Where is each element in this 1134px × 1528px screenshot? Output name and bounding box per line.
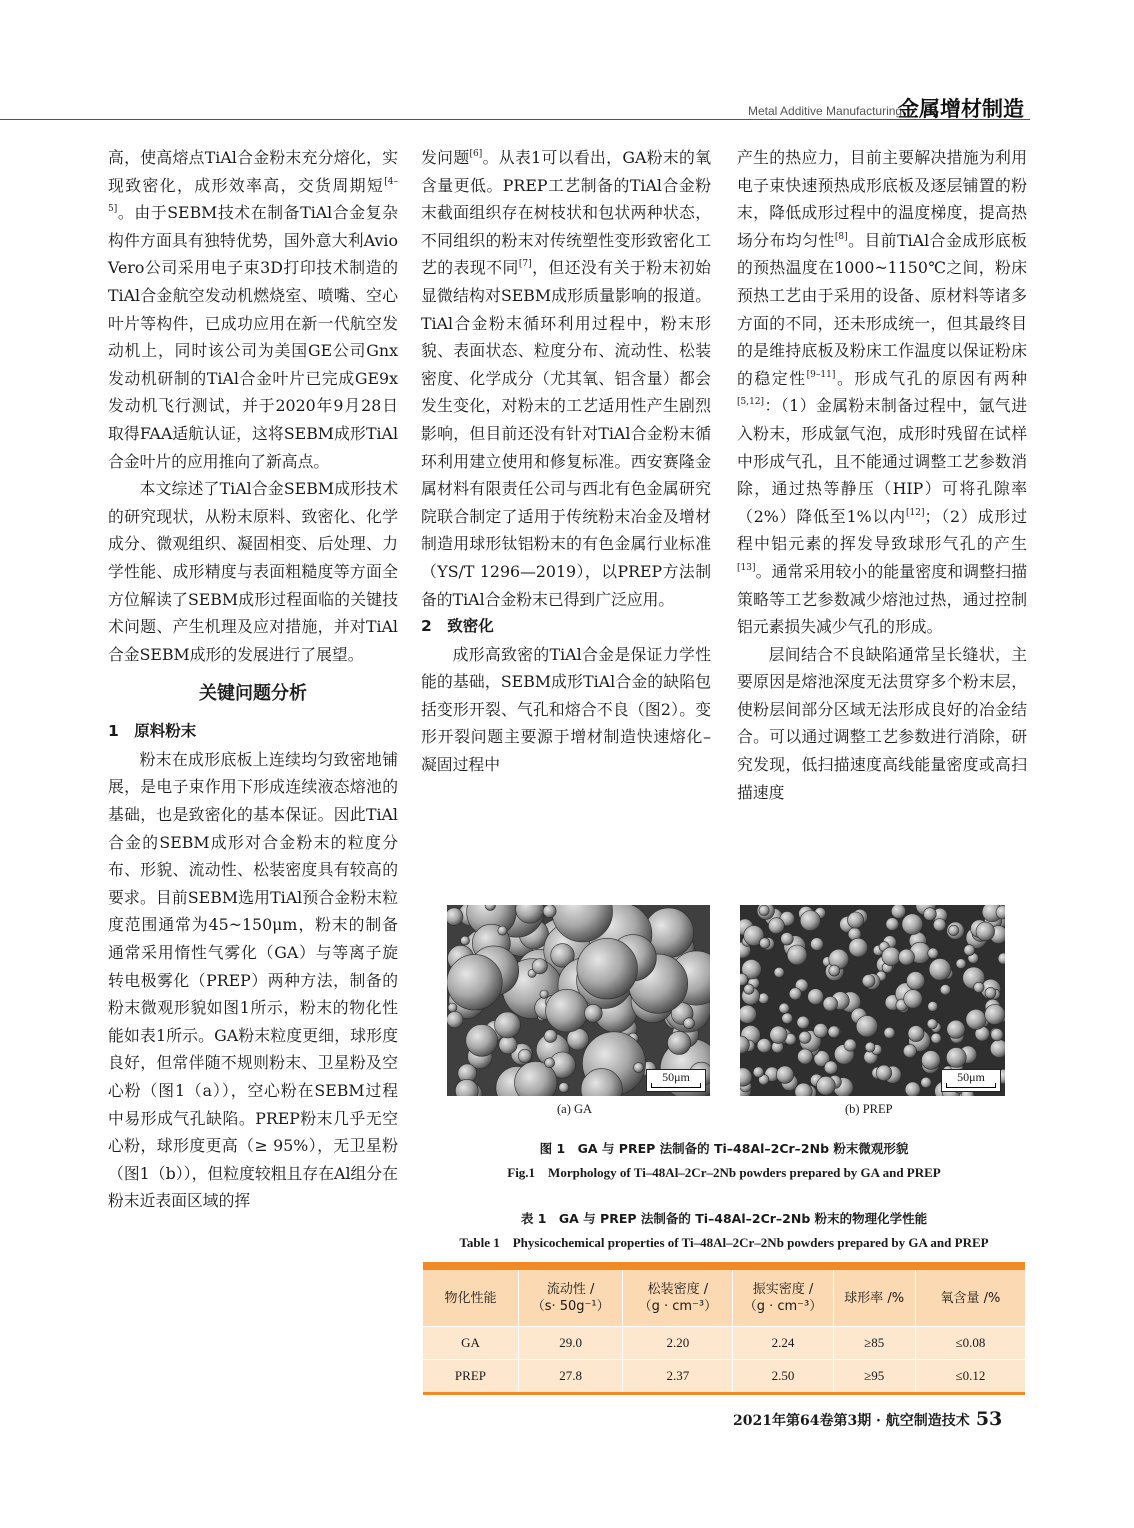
micrograph-ga	[447, 905, 710, 1096]
powder-particle	[808, 989, 824, 1005]
header-rule	[0, 119, 1030, 120]
table-cell: 2.50	[733, 1360, 833, 1393]
paragraph	[108, 144, 398, 475]
powder-particle	[634, 1063, 644, 1073]
powder-particle	[684, 1018, 695, 1029]
powder-particle	[668, 1031, 691, 1054]
citation: [9–11]	[806, 369, 836, 380]
powder-particle	[931, 1033, 941, 1043]
powder-particle	[876, 1065, 892, 1081]
scale-bar-line	[946, 1083, 996, 1088]
text: 。通常采用较小的能量密度和调整扫描策略等工艺参数减少熔池过热，通过控制铝元素损失减少气孔的形成。	[737, 561, 1027, 637]
powder-particle	[974, 982, 984, 992]
powder-particle	[447, 908, 463, 926]
powder-particle	[956, 959, 966, 969]
running-header-en: Metal Additive Manufacturing	[748, 104, 903, 118]
powder-particle	[817, 1076, 836, 1095]
table-cell: 27.8	[518, 1360, 622, 1393]
table-cell: ≥85	[833, 1327, 915, 1360]
powder-particle	[545, 1058, 555, 1068]
powder-particle	[797, 1016, 809, 1028]
figure-caption-en: Fig.1 Morphology of Ti–48Al–2Cr–2Nb powders prepared by GA and PREP	[507, 1165, 941, 1180]
powder-particle	[884, 1027, 895, 1038]
powder-particle	[865, 1042, 875, 1052]
powder-particle	[540, 990, 548, 998]
powder-particle	[966, 1009, 986, 1029]
powder-particle	[922, 1051, 941, 1070]
powder-particle	[466, 1025, 498, 1057]
subsection-heading: 1 原料粉末	[108, 722, 197, 741]
micrograph-prep	[740, 905, 1005, 1096]
table-row	[423, 1360, 1026, 1393]
powder-particle	[753, 1067, 764, 1078]
powder-particle	[799, 1031, 811, 1043]
powder-particle	[904, 990, 923, 1009]
text-column-2	[421, 144, 711, 779]
powder-particle	[546, 989, 589, 1032]
powder-particle	[779, 1003, 789, 1013]
scale-bar-line	[651, 1083, 701, 1088]
powder-particle	[828, 1026, 840, 1038]
powder-particle	[848, 912, 864, 928]
powder-particle	[499, 1036, 517, 1054]
text: 。形成气孔的原因有两种	[835, 368, 1027, 388]
paragraph	[737, 144, 1027, 641]
figure-caption-cn: 图 1 GA 与 PREP 法制备的 Ti–48Al–2Cr–2Nb 粉末微观形貌	[539, 1141, 909, 1156]
powder-particle	[782, 1013, 793, 1024]
powder-particle	[946, 1048, 966, 1068]
powder-particle	[928, 1001, 938, 1011]
scale-bar	[941, 1069, 1001, 1092]
powder-particle	[757, 1039, 771, 1053]
powder-particle	[544, 1030, 557, 1043]
powder-particle	[781, 933, 794, 946]
powder-particle	[921, 1077, 932, 1088]
powder-particle	[862, 975, 875, 988]
powder-particle	[991, 1029, 1003, 1041]
scale-label: 50μm	[662, 1070, 690, 1084]
text-column-1	[108, 144, 398, 1215]
paragraph: 本文综述了TiAl合金SEBM成形技术的研究现状，从粉末原料、致密化、化学成分、微观组织、凝固相变、后处理、力学性能、成形精度与表面粗糙度等方面全方位解读了SEBM成形过程面临的关键技术问题、产生机理及应对措施，并对TiAl合金SEBM成形的发展进行了展望。	[108, 479, 398, 664]
paragraph: 层间结合不良缺陷通常呈长缝状，主要原因是熔池深度无法贯穿多个粉末层，使粉层间部分区域无法形成良好的冶金结合。可以通过调整工艺参数进行消除，研究发现，低扫描速度高线能量密度或高扫描速度	[737, 644, 1027, 802]
subsection-heading: 2 致密化	[421, 617, 494, 636]
powder-particle	[495, 1012, 521, 1038]
citation: [5,12]	[737, 397, 765, 408]
paragraph: 成形高致密的TiAl合金是保证力学性能的基础，SEBM成形TiAl合金的缺陷包括变形开裂、气孔和熔合不良（图2）。变形开裂问题主要源于增材制造快速熔化–凝固过程中	[421, 644, 711, 775]
powder-particle	[498, 926, 507, 935]
table-header-cell: 氧含量 /%	[915, 1270, 1025, 1327]
citation: [7]	[518, 259, 532, 270]
powder-particle	[949, 925, 959, 935]
powder-particle	[929, 959, 951, 981]
citation: [6]	[469, 149, 483, 159]
table-header-cell: 振实密度 / （g · cm⁻³）	[733, 1270, 833, 1327]
powder-particle	[924, 908, 937, 921]
powder-particle	[829, 965, 840, 976]
table-cell: 29.0	[518, 1327, 622, 1360]
powder-particle	[908, 1026, 924, 1042]
table-header-cell: 松装密度 / （g · cm⁻³）	[623, 1270, 733, 1327]
powder-particles-prep	[740, 905, 1005, 1096]
powder-particle	[532, 959, 547, 974]
text: 发问题	[421, 148, 470, 167]
powder-particle	[798, 1049, 813, 1064]
powder-particle	[844, 1039, 856, 1051]
table-cell: 2.37	[623, 1360, 733, 1393]
powder-particle	[811, 938, 824, 951]
citation: [4–5]	[108, 176, 398, 215]
citation: [8]	[834, 231, 848, 242]
text: ；（2）成形过程中铝元素的挥发导致球形气孔的产生	[737, 506, 1027, 554]
table-caption-en: Table 1 Physicochemical properties of Ti–48Al–2Cr–2Nb powders prepared by GA and PREP	[459, 1235, 989, 1250]
table-cell: 2.20	[623, 1327, 733, 1360]
table-bottom-rule	[423, 1392, 1026, 1395]
powder-particle	[814, 1024, 828, 1038]
powder-particle	[787, 945, 807, 965]
powder-particle	[905, 1082, 920, 1096]
powder-particles-ga	[447, 905, 710, 1096]
powder-particle	[776, 1066, 793, 1083]
powder-particle	[577, 938, 638, 999]
subfigure-label-a: (a) GA	[557, 1102, 593, 1116]
powder-particle	[823, 997, 838, 1012]
table-cell: 2.24	[733, 1327, 833, 1360]
powder-particle	[902, 914, 923, 935]
powder-particle	[759, 905, 769, 915]
table-row	[423, 1327, 1026, 1360]
issue-info: 2021年第64卷第3期 · 航空制造技术	[733, 1413, 970, 1429]
text: ：（1）金属粉末制备过程中，氩气进入粉末，形成氩气泡，成形时残留在试样中形成气孔，且不能通过调整工艺参数消除，通过热等静压（HIP）可将孔隙率（2%）降低至1%以内	[737, 396, 1027, 526]
powder-particle	[448, 1003, 457, 1012]
text: 。目前TiAl合金成形底板的预热温度在1000~1150℃之间，粉床预热工艺由于采用的设备、原材料等诸多方面的不同，还未形成统一，但其最终目的是维持底板及粉床工作温度以保证粉床的稳定性	[737, 230, 1027, 388]
powder-particle	[824, 1061, 837, 1074]
citation: [13]	[737, 562, 756, 573]
powder-particle	[856, 1016, 877, 1037]
powder-particle	[947, 1020, 965, 1038]
text: ，但还没有关于粉末初始显微结构对SEBM成形质量影响的报道。TiAl合金粉末循环利用过程中，粉末形貌、表面状态、粒度分布、流动性、松装密度、化学成分（尤其氧、铝含量）都会发生变化，对粉末的工艺适用性产生剧烈影响，但目前还没有针对TiAl合金粉末循环利用建立使用和修复标准。西安赛隆金属材料有限责任公司与西北有色金属研究院联合制定了适用于传统粉末冶金及增材制造用球形钛铝粉末的有色金属行业标准（YS/T 1296—2019），以PREP方法制备的TiAl合金粉末已得到广泛应用。	[421, 258, 711, 609]
page-number: 53	[975, 1408, 1003, 1430]
table-cell: PREP	[423, 1360, 518, 1393]
powder-particle	[447, 955, 502, 1010]
powder-particle	[518, 1049, 531, 1062]
powder-particle	[891, 905, 905, 918]
powder-particle	[740, 1005, 757, 1023]
table-header-cell: 物化性能	[423, 1270, 518, 1327]
powder-particle	[903, 1044, 916, 1057]
text-column-3	[737, 144, 1027, 806]
section-title: 关键问题分析	[199, 683, 307, 705]
powder-particle	[849, 938, 868, 957]
table-cell: GA	[423, 1327, 518, 1360]
powder-particle	[543, 905, 556, 918]
powder-particle	[770, 1026, 787, 1043]
subfigure-label-b: (b) PREP	[845, 1102, 893, 1116]
powder-particle	[927, 1019, 937, 1029]
table-cell: ≤0.08	[915, 1327, 1025, 1360]
powder-particle	[774, 967, 784, 977]
powder-particle	[940, 985, 950, 995]
powder-particle	[886, 918, 899, 931]
powder-particle	[789, 988, 801, 1000]
table-cell: ≤0.12	[915, 1360, 1025, 1393]
powder-particle	[584, 1004, 602, 1022]
citation: [12]	[906, 507, 925, 518]
scale-bar	[646, 1069, 706, 1092]
powder-particle	[985, 987, 996, 998]
paragraph	[421, 144, 711, 613]
powder-particle	[976, 922, 995, 941]
powder-particle	[882, 947, 901, 966]
table-header-row	[423, 1270, 1026, 1327]
text: 产生的热应力，目前主要解决措施为利用电子束快速预热成形底板及逐层铺置的粉末，降低成形过程中的温度梯度，提高热场分布均匀性	[737, 148, 1027, 250]
paragraph: 粉末在成形底板上连续均匀致密地铺展，是电子束作用下形成连续液态熔池的基础，也是致密化的基本保证。因此TiAl合金的SEBM成形对合金粉末的粒度分布、形貌、流动性、松装密度具有较高的要求。目前SEBM选用TiAl预合金粉末粒度范围通常为45~150μm，粉末的制备通常采用惰性气雾化（GA）与等离子旋转电极雾化（PREP）两种方法，制备的粉末微观形貌如图1所示，粉末的物化性能如表1所示。GA粉末粒度更细，球形度良好，但常伴随不规则粉末、卫星粉及空心粉（图1（a）），空心粉在SEBM过程中易形成气孔缺陷。PREP粉末几乎无空心粉，球形度更高（≥ 95%），无卫星粉（图1（b）），但粒度较粗且存在Al组分在粉末近表面区域的挥	[108, 749, 398, 1211]
table-header-cell: 球形率 /%	[833, 1270, 915, 1327]
powder-particle	[899, 949, 915, 965]
text: 。由于SEBM技术在制备TiAl合金复杂构件方面具有独特优势，国外意大利Avio Vero公司采用电子束3D打印技术制造的TiAl合金航空发动机燃烧室、喷嘴、空心叶片等构件，已成功应用在新一代航空发动机上，同时该公司为美国GE公司Gnx发动机研制的TiAl合金叶片已完成GE9x发动机飞行测试，并于2020年9月28日取得FAA适航认证，这将SEBM成形TiAl合金叶片的应用推向了新高点。	[108, 203, 398, 471]
powder-particle	[768, 918, 784, 934]
powder-particle	[990, 1040, 1005, 1058]
properties-table	[423, 1262, 1026, 1395]
table-top-rule	[423, 1262, 1026, 1270]
powder-particle	[744, 984, 754, 994]
powder-particle	[461, 936, 470, 945]
powder-particle	[964, 945, 975, 956]
table-caption-cn: 表 1 GA 与 PREP 法制备的 Ti–48Al–2Cr–2Nb 粉末的物理化学性能	[520, 1211, 928, 1226]
page-footer	[733, 1408, 1002, 1430]
powder-particle	[559, 1083, 569, 1093]
powder-particle	[907, 972, 925, 990]
powder-particle	[800, 911, 820, 931]
powder-particle	[447, 1012, 463, 1028]
text: 。从表1可以看出，GA粉末的氧含量更低。PREP工艺制备的TiAl合金粉末截面组织存在树枝状和包状两种状态，不同组织的粉末对传统塑性变形致密化工艺的表现不同	[421, 148, 711, 278]
powder-particle	[933, 919, 946, 932]
running-header-cn: 金属增材制造	[898, 97, 1024, 121]
table-cell: ≥95	[833, 1360, 915, 1393]
table-header-cell: 流动性 / （s· 50g⁻¹）	[518, 1270, 622, 1327]
powder-particle	[928, 948, 939, 959]
powder-particle	[985, 1004, 1005, 1024]
scale-label: 50μm	[957, 1070, 985, 1084]
text: 高，使高熔点TiAl合金粉末充分熔化，实现致密化，成形效率高，交货周期短	[108, 148, 398, 195]
powder-particle	[759, 938, 770, 949]
